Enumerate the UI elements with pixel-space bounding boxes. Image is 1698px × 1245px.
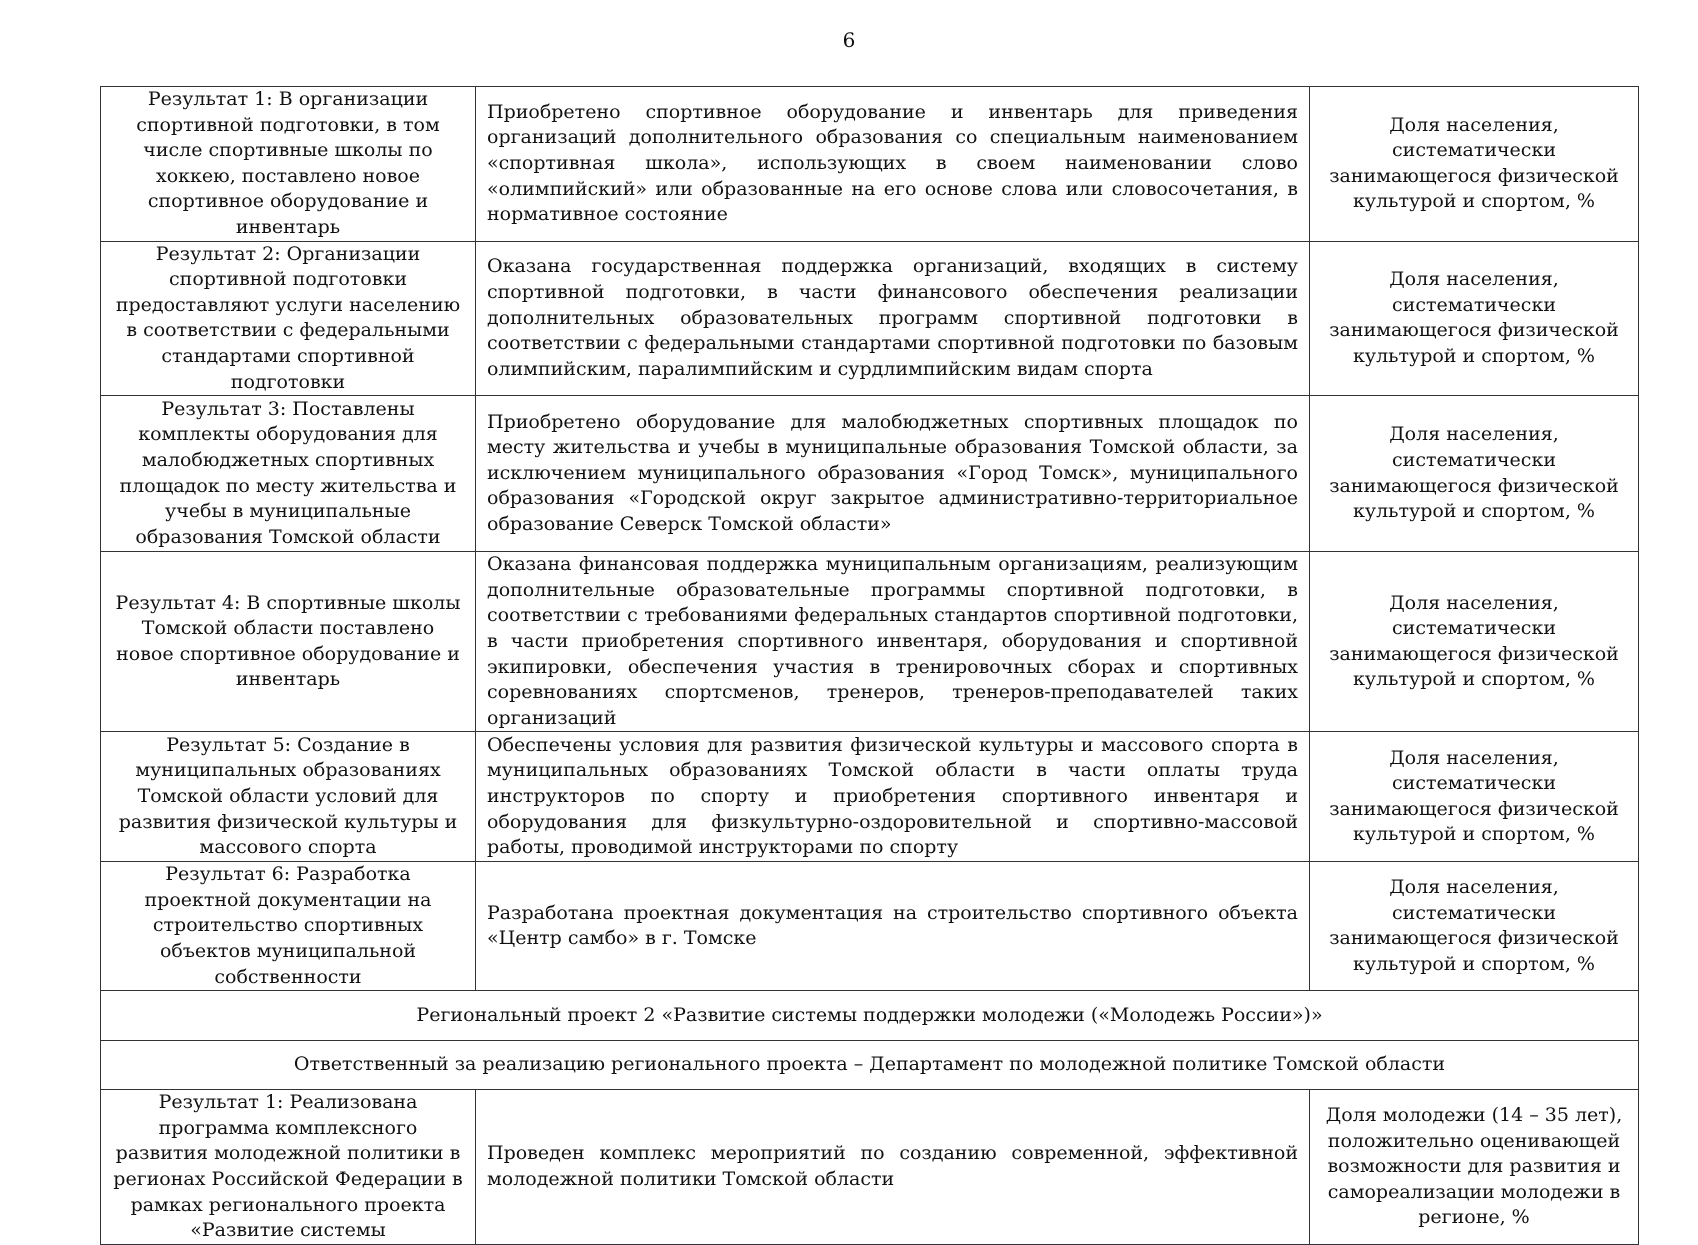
indicator-cell: Доля населения, систематически занимающегося физической культурой и спортом, %	[1310, 552, 1639, 732]
result-cell: Результат 1: Реализована программа комплексного развития молодежной политики в регионах Российской Федерации в рамках регионального проекта «Развитие системы	[101, 1090, 476, 1245]
description-cell: Оказана финансовая поддержка муниципальным организациям, реализующим дополнительные образовательные программы спортивной подготовки, в соответствии с требованиями федеральных стандартов спортивной подготовки, в части приобретения спортивного инвентаря, оборудования и спортивной экипировки, обеспечения участия в тренировочных сборах и спортивных соревнованиях спортсменов, тренеров, тренеров-преподавателей таких организаций	[476, 552, 1310, 732]
description-cell: Приобретено оборудование для малобюджетных спортивных площадок по месту жительства и учебы в муниципальные образования Томской области, за исключением муниципального образования «Город Томск», муниципального образования «Городской округ закрытое административно-территориальное образование Северск Томской области»	[476, 396, 1310, 552]
table-row	[101, 87, 1639, 242]
description-cell: Оказана государственная поддержка организаций, входящих в систему спортивной подготовки, в части финансового обеспечения реализации дополнительных образовательных программ спортивной подготовки в соответствии с федеральными стандартами спортивной подготовки по базовым олимпийским, паралимпийским и сурдлимпийским видам спорта	[476, 241, 1310, 396]
indicator-cell: Доля молодежи (14 – 35 лет), положительно оценивающей возможности для развития и самореализации молодежи в регионе, %	[1310, 1090, 1639, 1245]
responsible-row	[101, 1041, 1639, 1090]
results-table	[100, 86, 1639, 1245]
table-row	[101, 732, 1639, 862]
table-row	[101, 1090, 1639, 1245]
table-row	[101, 396, 1639, 552]
indicator-cell: Доля населения, систематически занимающегося физической культурой и спортом, %	[1310, 732, 1639, 862]
result-cell: Результат 4: В спортивные школы Томской области поставлено новое спортивное оборудование и инвентарь	[101, 552, 476, 732]
responsible-department: Ответственный за реализацию регионального проекта – Департамент по молодежной политике Томской области	[101, 1041, 1639, 1090]
project-title-row	[101, 991, 1639, 1041]
description-cell: Проведен комплекс мероприятий по созданию современной, эффективной молодежной политики Томской области	[476, 1090, 1310, 1245]
indicator-cell: Доля населения, систематически занимающегося физической культурой и спортом, %	[1310, 396, 1639, 552]
description-cell: Приобретено спортивное оборудование и инвентарь для приведения организаций дополнительного образования со специальным наименованием «спортивная школа», использующих в своем наименовании слово «олимпийский» или образованные на его основе слова или словосочетания, в нормативное состояние	[476, 87, 1310, 242]
table-row	[101, 862, 1639, 991]
project-title: Региональный проект 2 «Развитие системы поддержки молодежи («Молодежь России»)»	[101, 991, 1639, 1041]
description-cell: Обеспечены условия для развития физической культуры и массового спорта в муниципальных образованиях Томской области в части оплаты труда инструкторов по спорту и приобретения спортивного инвентаря и оборудования для физкультурно-оздоровительной и спортивно-массовой работы, проводимой инструкторами по спорту	[476, 732, 1310, 862]
result-cell: Результат 2: Организации спортивной подготовки предоставляют услуги населению в соответствии с федеральными стандартами спортивной подготовки	[101, 241, 476, 396]
table-row	[101, 241, 1639, 396]
table-row	[101, 552, 1639, 732]
result-cell: Результат 6: Разработка проектной документации на строительство спортивных объектов муниципальной собственности	[101, 862, 476, 991]
indicator-cell: Доля населения, систематически занимающегося физической культурой и спортом, %	[1310, 862, 1639, 991]
indicator-cell: Доля населения, систематически занимающегося физической культурой и спортом, %	[1310, 241, 1639, 396]
result-cell: Результат 5: Создание в муниципальных образованиях Томской области условий для развития физической культуры и массового спорта	[101, 732, 476, 862]
indicator-cell: Доля населения, систематически занимающегося физической культурой и спортом, %	[1310, 87, 1639, 242]
page-number: 6	[842, 28, 856, 52]
result-cell: Результат 3: Поставлены комплекты оборудования для малобюджетных спортивных площадок по месту жительства и учебы в муниципальные образования Томской области	[101, 396, 476, 552]
result-cell: Результат 1: В организации спортивной подготовки, в том числе спортивные школы по хоккею, поставлено новое спортивное оборудование и инвентарь	[101, 87, 476, 242]
description-cell: Разработана проектная документация на строительство спортивного объекта «Центр самбо» в г. Томске	[476, 862, 1310, 991]
